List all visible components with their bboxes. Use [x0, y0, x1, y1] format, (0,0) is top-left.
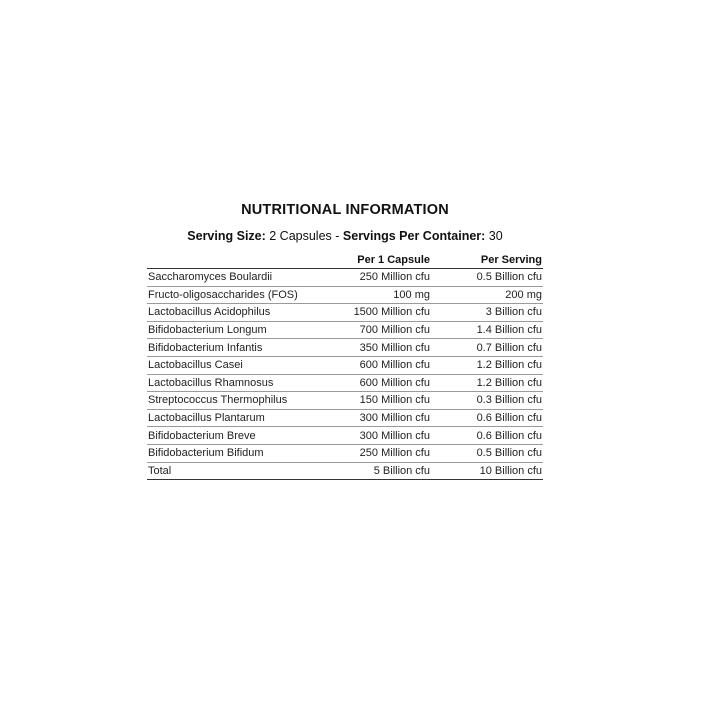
table-row: [147, 321, 543, 339]
table-row: [147, 409, 543, 427]
serving-size-label: Serving Size:: [187, 229, 266, 243]
ingredient-name: Lactobacillus Acidophilus: [147, 304, 319, 322]
per-serving-value: 0.5 Billion cfu: [431, 444, 543, 462]
per-serving-value: 0.6 Billion cfu: [431, 427, 543, 445]
header-per-serving: Per Serving: [431, 251, 543, 269]
per-serving-value: 1.2 Billion cfu: [431, 374, 543, 392]
table-row: [147, 356, 543, 374]
servings-per-container-value: 30: [485, 229, 503, 243]
per-capsule-value: 250 Million cfu: [319, 444, 431, 462]
per-capsule-value: 700 Million cfu: [319, 321, 431, 339]
ingredient-name: Fructo-oligosaccharides (FOS): [147, 286, 319, 304]
per-capsule-value: 600 Million cfu: [319, 356, 431, 374]
ingredient-name: Bifidobacterium Breve: [147, 427, 319, 445]
ingredient-name: Bifidobacterium Infantis: [147, 339, 319, 357]
ingredient-name: Lactobacillus Plantarum: [147, 409, 319, 427]
per-capsule-value: 350 Million cfu: [319, 339, 431, 357]
total-label: Total: [147, 462, 319, 480]
page-title: NUTRITIONAL INFORMATION: [241, 202, 449, 218]
ingredient-name: Streptococcus Thermophilus: [147, 392, 319, 410]
per-capsule-value: 100 mg: [319, 286, 431, 304]
ingredient-name: Lactobacillus Casei: [147, 356, 319, 374]
table-row: [147, 339, 543, 357]
per-capsule-value: 1500 Million cfu: [319, 304, 431, 322]
total-per-capsule-value: 5 Billion cfu: [319, 462, 431, 480]
per-serving-value: 1.4 Billion cfu: [431, 321, 543, 339]
header-per-capsule: Per 1 Capsule: [319, 251, 431, 269]
per-serving-value: 1.2 Billion cfu: [431, 356, 543, 374]
per-serving-value: 0.7 Billion cfu: [431, 339, 543, 357]
ingredient-name: Saccharomyces Boulardii: [147, 269, 319, 287]
per-serving-value: 0.6 Billion cfu: [431, 409, 543, 427]
table-row: [147, 444, 543, 462]
table-row: [147, 304, 543, 322]
ingredient-name: Bifidobacterium Bifidum: [147, 444, 319, 462]
servings-per-container-label: Servings Per Container:: [342, 229, 486, 243]
table-row: [147, 286, 543, 304]
total-row: [147, 462, 543, 480]
per-capsule-value: 250 Million cfu: [319, 269, 431, 287]
table-row: [147, 269, 543, 287]
serving-info: [147, 228, 543, 244]
table-row: [147, 374, 543, 392]
per-serving-value: 0.3 Billion cfu: [431, 392, 543, 410]
nutrition-table: [147, 251, 543, 480]
per-capsule-value: 300 Million cfu: [319, 409, 431, 427]
per-capsule-value: 600 Million cfu: [319, 374, 431, 392]
per-serving-value: 200 mg: [431, 286, 543, 304]
nutrition-panel: [147, 200, 543, 480]
per-capsule-value: 300 Million cfu: [319, 427, 431, 445]
per-serving-value: 0.5 Billion cfu: [431, 269, 543, 287]
header-ingredient: [147, 251, 319, 269]
table-header-row: [147, 251, 543, 269]
serving-size-value: 2 Capsules -: [265, 229, 343, 243]
table-row: [147, 392, 543, 410]
per-capsule-value: 150 Million cfu: [319, 392, 431, 410]
ingredient-name: Bifidobacterium Longum: [147, 321, 319, 339]
table-row: [147, 427, 543, 445]
total-per-serving-value: 10 Billion cfu: [431, 462, 543, 480]
per-serving-value: 3 Billion cfu: [431, 304, 543, 322]
ingredient-name: Lactobacillus Rhamnosus: [147, 374, 319, 392]
